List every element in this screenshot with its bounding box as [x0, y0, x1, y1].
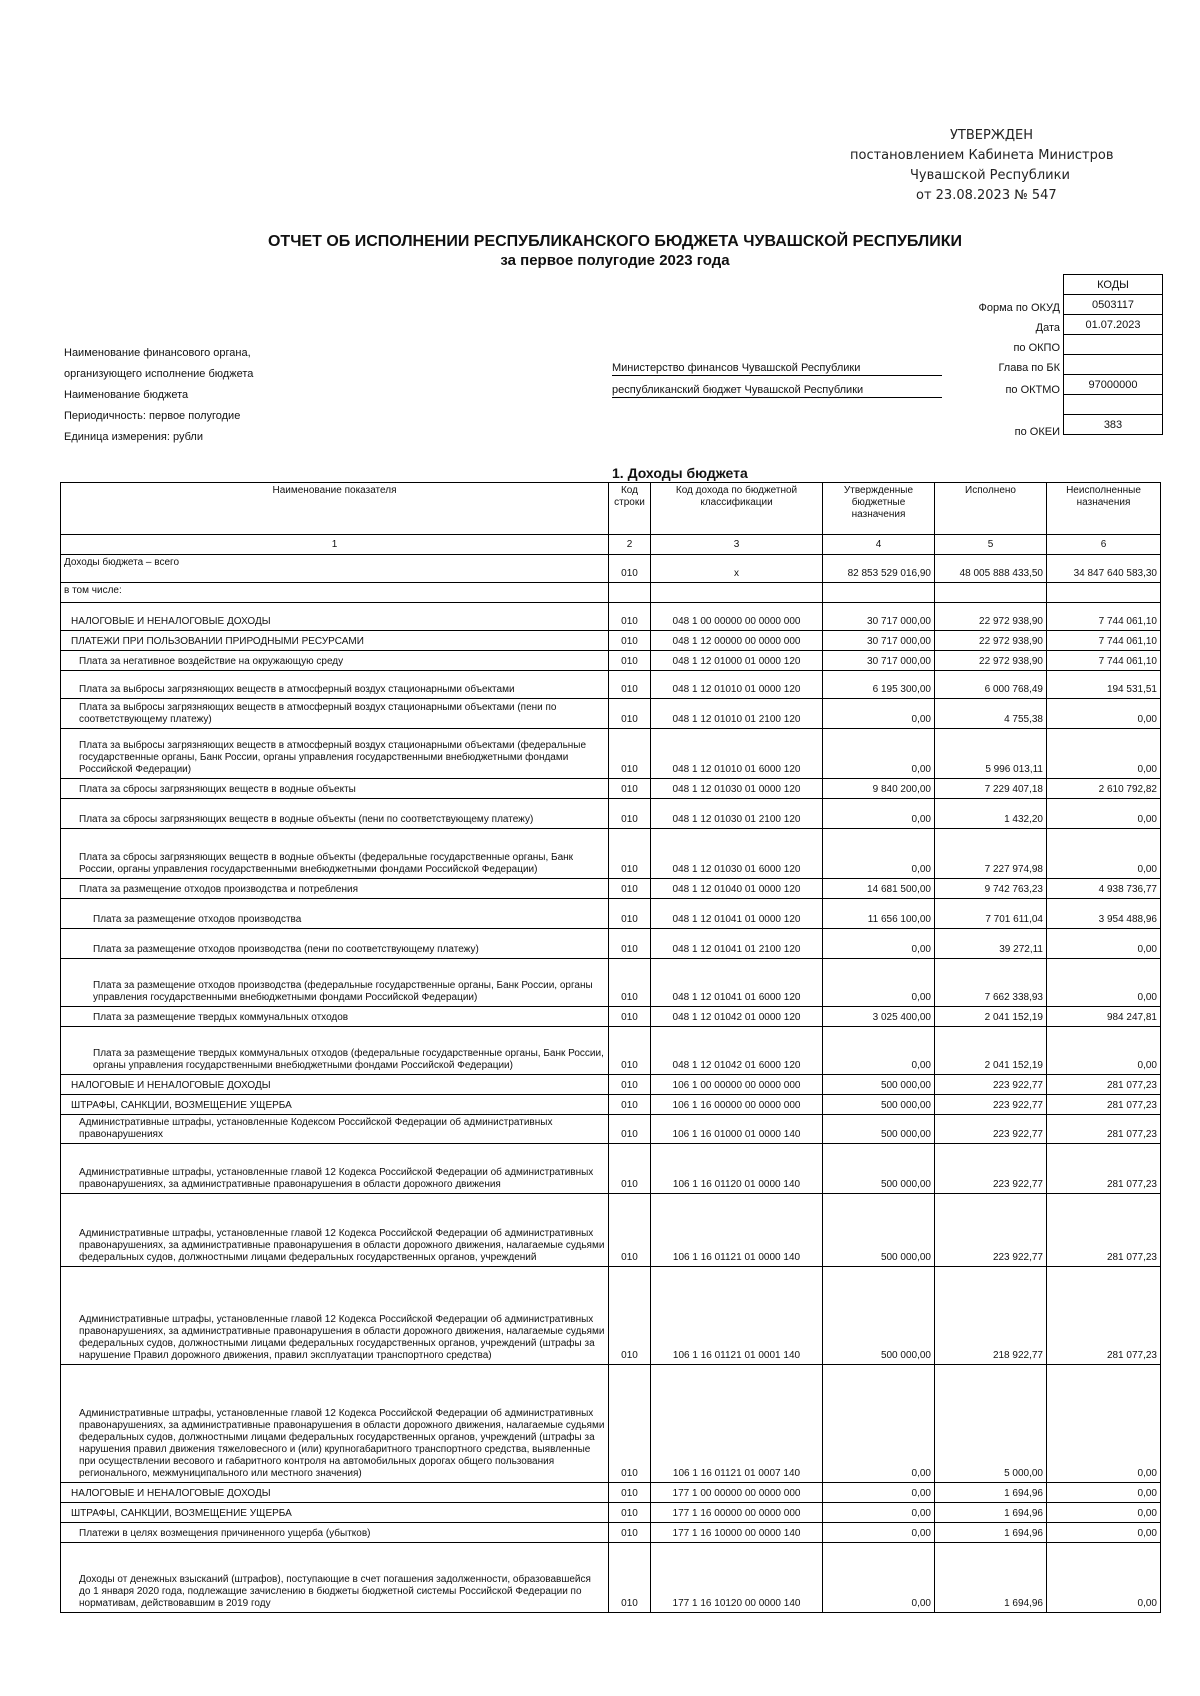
row-executed: 7 229 407,18 [935, 779, 1047, 799]
row-unexecuted [1047, 583, 1161, 603]
row-unexecuted: 281 077,23 [1047, 1267, 1161, 1365]
row-name: Административные штрафы, установленные главой 12 Кодекса Российской Федерации об административных правонарушениях, за административные правонарушения в области дорожного движения, налагаемые судьями федеральных судов, должностными лицами федеральных государственных органов, учреждений (штрафы за нарушение Правил дорожного движения, правил эксплуатации транспортного средства) [61, 1267, 609, 1365]
code-okei: 383 [1064, 415, 1163, 435]
row-executed: 7 227 974,98 [935, 829, 1047, 879]
row-approved: 3 025 400,00 [823, 1007, 935, 1027]
table-row [61, 779, 1161, 799]
row-income-code: 048 1 12 01010 01 6000 120 [651, 729, 823, 779]
code-blank [1064, 395, 1163, 415]
row-unexecuted: 281 077,23 [1047, 1095, 1161, 1115]
row-approved: 0,00 [823, 829, 935, 879]
row-line-code: 010 [609, 729, 651, 779]
row-approved: 0,00 [823, 1543, 935, 1613]
code-label-okei: по ОКЕИ [1014, 426, 1060, 438]
row-line-code: 010 [609, 1075, 651, 1095]
row-name: Плата за размещение отходов производства [61, 899, 609, 929]
row-income-code: 177 1 16 10120 00 0000 140 [651, 1543, 823, 1613]
row-approved: 30 717 000,00 [823, 603, 935, 631]
row-executed: 48 005 888 433,50 [935, 555, 1047, 583]
row-income-code: 106 1 16 01121 01 0001 140 [651, 1267, 823, 1365]
row-name: Плата за размещение твердых коммунальных отходов [61, 1007, 609, 1027]
row-income-code: x [651, 555, 823, 583]
row-executed: 2 041 152,19 [935, 1027, 1047, 1075]
row-line-code: 010 [609, 829, 651, 879]
table-row [61, 1194, 1161, 1267]
row-name: Плата за размещение отходов производства (пени по соответствующему платежу) [61, 929, 609, 959]
row-unexecuted: 4 938 736,77 [1047, 879, 1161, 899]
row-line-code: 010 [609, 929, 651, 959]
row-income-code: 048 1 12 01041 01 0000 120 [651, 899, 823, 929]
row-unexecuted: 0,00 [1047, 1027, 1161, 1075]
row-income-code: 048 1 12 01030 01 6000 120 [651, 829, 823, 879]
row-income-code: 177 1 16 00000 00 0000 000 [651, 1503, 823, 1523]
row-name: Плата за размещение отходов производства (федеральные государственные органы, Банк России, органы управления государственными внебюджетными фондами Российской Федерации) [61, 959, 609, 1007]
table-row [61, 671, 1161, 699]
row-income-code: 048 1 12 01030 01 0000 120 [651, 779, 823, 799]
code-label-bk: Глава по БК [998, 362, 1060, 374]
row-executed: 223 922,77 [935, 1115, 1047, 1144]
row-approved: 500 000,00 [823, 1194, 935, 1267]
row-name: НАЛОГОВЫЕ И НЕНАЛОГОВЫЕ ДОХОДЫ [61, 603, 609, 631]
header-approved: Утвержденные бюджетные назначения [823, 483, 935, 535]
row-name: Административные штрафы, установленные главой 12 Кодекса Российской Федерации об административных правонарушениях, за административные правонарушения в области дорожного движения, налагаемые судьями федеральных судов, должностными лицами федеральных государственных органов, учреждений [61, 1194, 609, 1267]
column-number: 2 [609, 535, 651, 555]
row-executed: 1 432,20 [935, 799, 1047, 829]
row-name: Плата за выбросы загрязняющих веществ в атмосферный воздух стационарными объектами (федеральные государственные органы, Банк России, органы управления государственными внебюджетными фондами Российской Федерации) [61, 729, 609, 779]
table-row [61, 1503, 1161, 1523]
section-title: 1. Доходы бюджета [612, 465, 748, 481]
row-name: Плата за выбросы загрязняющих веществ в атмосферный воздух стационарными объектами (пени по соответствующему платежу) [61, 699, 609, 729]
row-approved: 0,00 [823, 1027, 935, 1075]
row-unexecuted: 0,00 [1047, 1483, 1161, 1503]
row-unexecuted: 281 077,23 [1047, 1115, 1161, 1144]
table-row [61, 829, 1161, 879]
table-row [61, 1483, 1161, 1503]
row-approved: 0,00 [823, 1365, 935, 1483]
row-executed: 22 972 938,90 [935, 651, 1047, 671]
row-unexecuted: 0,00 [1047, 1365, 1161, 1483]
row-name: ШТРАФЫ, САНКЦИИ, ВОЗМЕЩЕНИЕ УЩЕРБА [61, 1503, 609, 1523]
table-row [61, 1027, 1161, 1075]
row-line-code: 010 [609, 1523, 651, 1543]
row-name: ПЛАТЕЖИ ПРИ ПОЛЬЗОВАНИИ ПРИРОДНЫМИ РЕСУРСАМИ [61, 631, 609, 651]
row-income-code: 048 1 12 01042 01 6000 120 [651, 1027, 823, 1075]
row-executed: 1 694,96 [935, 1523, 1047, 1543]
row-unexecuted: 984 247,81 [1047, 1007, 1161, 1027]
row-income-code: 106 1 16 01000 01 0000 140 [651, 1115, 823, 1144]
row-line-code: 010 [609, 1503, 651, 1523]
codes-header: КОДЫ [1064, 275, 1163, 295]
row-line-code: 010 [609, 603, 651, 631]
row-approved [823, 583, 935, 603]
row-approved: 0,00 [823, 699, 935, 729]
row-unexecuted: 3 954 488,96 [1047, 899, 1161, 929]
row-executed: 6 000 768,49 [935, 671, 1047, 699]
row-unexecuted: 7 744 061,10 [1047, 603, 1161, 631]
code-label-oktmo: по ОКТМО [1005, 384, 1060, 396]
row-line-code: 010 [609, 671, 651, 699]
header-executed: Исполнено [935, 483, 1047, 535]
table-row [61, 1365, 1161, 1483]
row-name: в том числе: [61, 583, 609, 603]
table-row [61, 929, 1161, 959]
row-unexecuted: 0,00 [1047, 829, 1161, 879]
row-executed: 4 755,38 [935, 699, 1047, 729]
row-unexecuted: 34 847 640 583,30 [1047, 555, 1161, 583]
row-unexecuted: 7 744 061,10 [1047, 631, 1161, 651]
table-row [61, 651, 1161, 671]
row-approved: 14 681 500,00 [823, 879, 935, 899]
row-income-code: 177 1 16 10000 00 0000 140 [651, 1523, 823, 1543]
row-unexecuted: 0,00 [1047, 1503, 1161, 1523]
row-income-code: 048 1 12 01041 01 2100 120 [651, 929, 823, 959]
table-row [61, 631, 1161, 651]
row-name: ШТРАФЫ, САНКЦИИ, ВОЗМЕЩЕНИЕ УЩЕРБА [61, 1095, 609, 1115]
row-line-code: 010 [609, 799, 651, 829]
row-unexecuted: 0,00 [1047, 1543, 1161, 1613]
report-subtitle: за первое полугодие 2023 года [500, 252, 730, 269]
row-executed [935, 583, 1047, 603]
row-unexecuted: 2 610 792,82 [1047, 779, 1161, 799]
table-row [61, 1115, 1161, 1144]
budget-label: Наименование бюджета [64, 389, 189, 401]
row-executed: 39 272,11 [935, 929, 1047, 959]
row-line-code: 010 [609, 555, 651, 583]
code-date: 01.07.2023 [1064, 315, 1163, 335]
table-row [61, 1267, 1161, 1365]
row-executed: 7 701 611,04 [935, 899, 1047, 929]
row-line-code: 010 [609, 1095, 651, 1115]
column-number: 5 [935, 535, 1047, 555]
row-name: Плата за сбросы загрязняющих веществ в водные объекты (федеральные государственные органы, Банк России, органы управления государственными внебюджетными фондами Российской Федерации) [61, 829, 609, 879]
table-row [61, 1007, 1161, 1027]
row-unexecuted: 0,00 [1047, 699, 1161, 729]
row-executed: 1 694,96 [935, 1483, 1047, 1503]
row-income-code: 048 1 12 01010 01 0000 120 [651, 671, 823, 699]
row-approved: 0,00 [823, 959, 935, 1007]
table-row [61, 1144, 1161, 1194]
row-executed: 22 972 938,90 [935, 631, 1047, 651]
approval-line-3: Чувашской Республики [910, 168, 1070, 183]
row-executed: 7 662 338,93 [935, 959, 1047, 1007]
row-name: Административные штрафы, установленные главой 12 Кодекса Российской Федерации об административных правонарушениях, за административные правонарушения в области дорожного движения [61, 1144, 609, 1194]
row-income-code: 106 1 16 01121 01 0000 140 [651, 1194, 823, 1267]
code-bk [1064, 355, 1163, 375]
row-unexecuted: 194 531,51 [1047, 671, 1161, 699]
row-unexecuted: 0,00 [1047, 1523, 1161, 1543]
row-name: Плата за сбросы загрязняющих веществ в водные объекты [61, 779, 609, 799]
code-label-okpo: по ОКПО [1013, 342, 1060, 354]
row-name: Плата за размещение отходов производства и потребления [61, 879, 609, 899]
code-okud: 0503117 [1064, 295, 1163, 315]
row-approved: 500 000,00 [823, 1144, 935, 1194]
row-name: Доходы бюджета – всего [61, 555, 609, 583]
row-executed: 223 922,77 [935, 1095, 1047, 1115]
row-executed: 223 922,77 [935, 1144, 1047, 1194]
header-line-code: Код строки [609, 483, 651, 535]
header-name: Наименование показателя [61, 483, 609, 535]
code-oktmo: 97000000 [1064, 375, 1163, 395]
row-approved: 500 000,00 [823, 1095, 935, 1115]
row-executed: 218 922,77 [935, 1267, 1047, 1365]
row-executed: 9 742 763,23 [935, 879, 1047, 899]
row-executed: 2 041 152,19 [935, 1007, 1047, 1027]
codes-box [1063, 274, 1163, 435]
row-approved: 0,00 [823, 929, 935, 959]
row-unexecuted: 0,00 [1047, 959, 1161, 1007]
column-number: 4 [823, 535, 935, 555]
row-executed: 22 972 938,90 [935, 603, 1047, 631]
row-approved: 9 840 200,00 [823, 779, 935, 799]
row-name: Административные штрафы, установленные главой 12 Кодекса Российской Федерации об административных правонарушениях, за административные правонарушения в области дорожного движения, налагаемые судьями федеральных судов, должностными лицами федеральных государственных органов, учреждений (штрафы за нарушения правил движения тяжеловесного и (или) крупногабаритного транспортного средства, выявленные при осуществлении весового и габаритного контроля на автомобильных дорогах общего пользования регионального, межмуниципального или местного значения) [61, 1365, 609, 1483]
row-line-code: 010 [609, 1194, 651, 1267]
code-label-okud: Форма по ОКУД [978, 302, 1060, 314]
row-approved: 82 853 529 016,90 [823, 555, 935, 583]
unit-label: Единица измерения: рубли [64, 431, 203, 443]
row-approved: 500 000,00 [823, 1267, 935, 1365]
row-name: НАЛОГОВЫЕ И НЕНАЛОГОВЫЕ ДОХОДЫ [61, 1483, 609, 1503]
row-unexecuted: 0,00 [1047, 729, 1161, 779]
row-income-code: 106 1 16 00000 00 0000 000 [651, 1095, 823, 1115]
row-line-code: 010 [609, 1144, 651, 1194]
approval-stamp [850, 126, 1150, 206]
row-line-code: 010 [609, 1027, 651, 1075]
org-label-1: Наименование финансового органа, [64, 347, 251, 359]
row-approved: 6 195 300,00 [823, 671, 935, 699]
table-header-row [61, 483, 1161, 535]
row-unexecuted: 7 744 061,10 [1047, 651, 1161, 671]
table-row [61, 1543, 1161, 1613]
row-income-code: 048 1 00 00000 00 0000 000 [651, 603, 823, 631]
row-line-code: 010 [609, 651, 651, 671]
row-income-code: 048 1 12 01010 01 2100 120 [651, 699, 823, 729]
table-row [61, 555, 1161, 583]
row-unexecuted: 281 077,23 [1047, 1075, 1161, 1095]
row-executed: 5 000,00 [935, 1365, 1047, 1483]
row-income-code: 106 1 16 01120 01 0000 140 [651, 1144, 823, 1194]
row-line-code: 010 [609, 631, 651, 651]
column-number: 1 [61, 535, 609, 555]
org-value: Министерство финансов Чувашской Республики [612, 362, 942, 376]
row-income-code: 048 1 12 01040 01 0000 120 [651, 879, 823, 899]
table-row [61, 799, 1161, 829]
column-numbers-row [61, 535, 1161, 555]
table-row [61, 879, 1161, 899]
row-name: Плата за размещение твердых коммунальных отходов (федеральные государственные органы, Банк России, органы управления государственными внебюджетными фондами Российской Федерации) [61, 1027, 609, 1075]
row-approved: 500 000,00 [823, 1075, 935, 1095]
row-line-code: 010 [609, 1365, 651, 1483]
row-executed: 1 694,96 [935, 1503, 1047, 1523]
row-executed: 1 694,96 [935, 1543, 1047, 1613]
row-name: Доходы от денежных взысканий (штрафов), поступающие в счет погашения задолженности, образовавшейся до 1 января 2020 года, подлежащие зачислению в бюджеты бюджетной системы Российской Федерации по нормативам, действовавшим в 2019 году [61, 1543, 609, 1613]
row-income-code: 177 1 00 00000 00 0000 000 [651, 1483, 823, 1503]
table-row [61, 699, 1161, 729]
row-executed: 223 922,77 [935, 1075, 1047, 1095]
column-number: 6 [1047, 535, 1161, 555]
row-line-code: 010 [609, 1543, 651, 1613]
row-approved: 0,00 [823, 1523, 935, 1543]
row-approved: 30 717 000,00 [823, 631, 935, 651]
row-income-code: 048 1 12 01030 01 2100 120 [651, 799, 823, 829]
header-income-code: Код дохода по бюджетной классификации [651, 483, 823, 535]
table-row [61, 1095, 1161, 1115]
row-name: Плата за сбросы загрязняющих веществ в водные объекты (пени по соответствующему платежу) [61, 799, 609, 829]
period-label: Периодичность: первое полугодие [64, 410, 241, 422]
row-executed: 223 922,77 [935, 1194, 1047, 1267]
approval-line-4: от 23.08.2023 № 547 [916, 188, 1057, 203]
row-unexecuted: 281 077,23 [1047, 1194, 1161, 1267]
code-label-date: Дата [1035, 322, 1060, 334]
column-number: 3 [651, 535, 823, 555]
row-income-code: 048 1 12 00000 00 0000 000 [651, 631, 823, 651]
row-line-code: 010 [609, 779, 651, 799]
code-okpo [1064, 335, 1163, 355]
table-row [61, 729, 1161, 779]
row-line-code: 010 [609, 1115, 651, 1144]
row-name: НАЛОГОВЫЕ И НЕНАЛОГОВЫЕ ДОХОДЫ [61, 1075, 609, 1095]
row-income-code: 048 1 12 01042 01 0000 120 [651, 1007, 823, 1027]
row-income-code [651, 583, 823, 603]
approval-line-1: УТВЕРЖДЕН [950, 128, 1033, 143]
row-name: Плата за негативное воздействие на окружающую среду [61, 651, 609, 671]
row-approved: 30 717 000,00 [823, 651, 935, 671]
row-income-code: 106 1 00 00000 00 0000 000 [651, 1075, 823, 1095]
row-line-code: 010 [609, 959, 651, 1007]
row-income-code: 106 1 16 01121 01 0007 140 [651, 1365, 823, 1483]
table-row [61, 959, 1161, 1007]
table-row [61, 583, 1161, 603]
row-line-code: 010 [609, 1267, 651, 1365]
row-income-code: 048 1 12 01041 01 6000 120 [651, 959, 823, 1007]
row-approved: 0,00 [823, 1503, 935, 1523]
row-income-code: 048 1 12 01000 01 0000 120 [651, 651, 823, 671]
row-line-code [609, 583, 651, 603]
row-executed: 5 996 013,11 [935, 729, 1047, 779]
row-name: Платежи в целях возмещения причиненного ущерба (убытков) [61, 1523, 609, 1543]
row-approved: 500 000,00 [823, 1115, 935, 1144]
row-line-code: 010 [609, 879, 651, 899]
budget-value: республиканский бюджет Чувашской Республики [612, 384, 942, 398]
row-unexecuted: 0,00 [1047, 929, 1161, 959]
row-unexecuted: 281 077,23 [1047, 1144, 1161, 1194]
row-unexecuted: 0,00 [1047, 799, 1161, 829]
row-approved: 0,00 [823, 1483, 935, 1503]
table-row [61, 1523, 1161, 1543]
row-line-code: 010 [609, 899, 651, 929]
row-name: Плата за выбросы загрязняющих веществ в атмосферный воздух стационарными объектами [61, 671, 609, 699]
table-row [61, 1075, 1161, 1095]
row-line-code: 010 [609, 1483, 651, 1503]
approval-line-2: постановлением Кабинета Министров [850, 148, 1114, 163]
table-row [61, 899, 1161, 929]
row-name: Административные штрафы, установленные Кодексом Российской Федерации об административных правонарушениях [61, 1115, 609, 1144]
row-approved: 11 656 100,00 [823, 899, 935, 929]
row-approved: 0,00 [823, 799, 935, 829]
report-title: ОТЧЕТ ОБ ИСПОЛНЕНИИ РЕСПУБЛИКАНСКОГО БЮДЖЕТА ЧУВАШСКОЙ РЕСПУБЛИКИ [267, 233, 962, 250]
meta-labels [64, 343, 253, 448]
row-approved: 0,00 [823, 729, 935, 779]
org-label-2: организующего исполнение бюджета [64, 368, 254, 380]
row-line-code: 010 [609, 1007, 651, 1027]
row-line-code: 010 [609, 699, 651, 729]
table-row [61, 603, 1161, 631]
header-unexecuted: Неисполненные назначения [1047, 483, 1161, 535]
income-table [60, 482, 1161, 1613]
